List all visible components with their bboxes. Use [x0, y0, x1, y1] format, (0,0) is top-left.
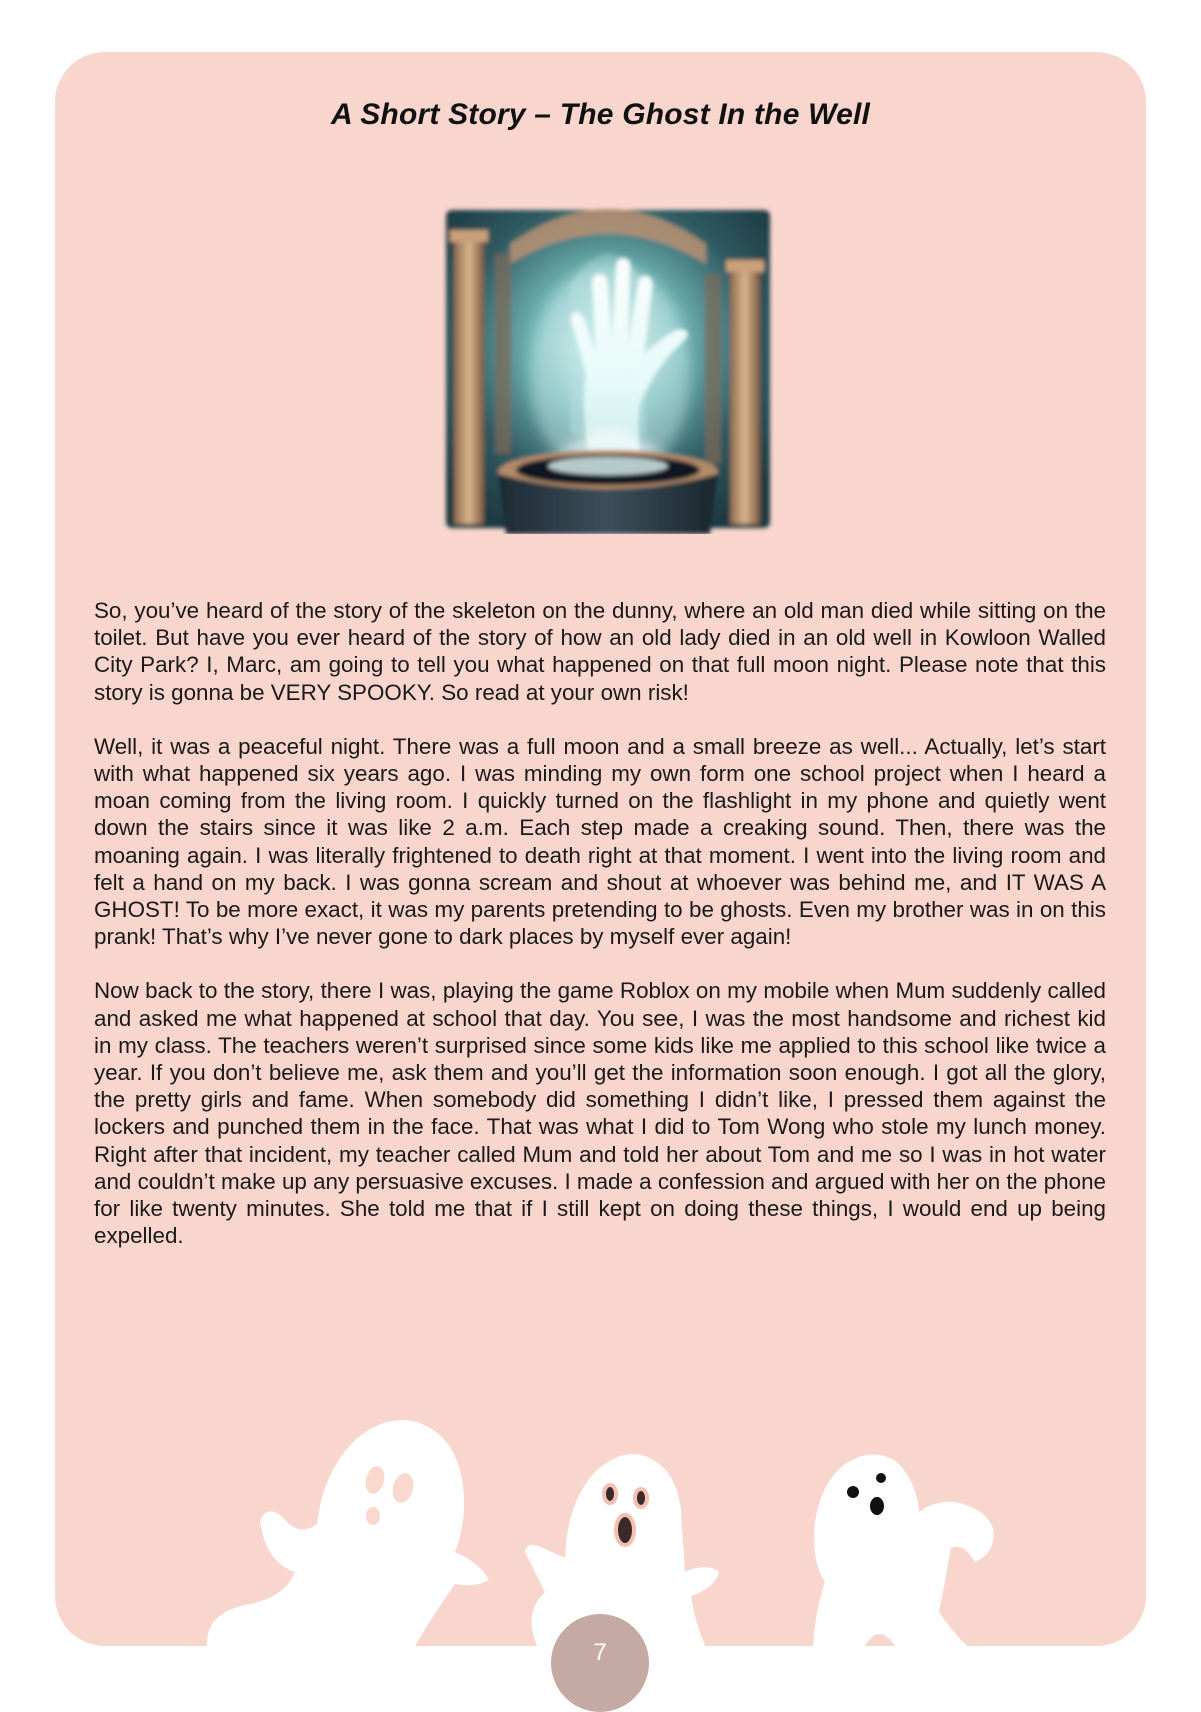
- ghost-decorations: [55, 1412, 1146, 1646]
- ghost-right-icon: [813, 1454, 994, 1646]
- story-body: [94, 597, 1106, 1276]
- ghost-middle-icon: [525, 1454, 719, 1646]
- page-number: 7: [593, 1639, 607, 1666]
- story-paragraph-1: So, you’ve heard of the story of the skeleton on the dunny, where an old man died while sitting on the toilet. But have you ever heard of the story of how an old lady died in an old well in Kowloon Walled City Park? I, Marc, am going to tell you what happened on that full moon night. Please note that this story is gonna be VERY SPOOKY. So read at your own risk!: [94, 598, 1106, 705]
- page-card: [55, 52, 1146, 1646]
- page-number-badge: [551, 1614, 649, 1712]
- story-paragraph-2: Well, it was a peaceful night. There was a full moon and a small breeze as well... Actually, let’s start with what happened six years ago. I was minding my own form one school project when I heard a moan coming from the living room. I quickly turned on the flashlight in my phone and quietly went down the stairs since it was like 2 a.m. Each step made a creaking sound. Then, there was the moaning again. I was literally frightened to death right at that moment. I went into the living room and felt a hand on my back. I was gonna scream and shout at whoever was behind me, and IT WAS A GHOST! To be more exact, it was my parents pretending to be ghosts. Even my brother was in on this prank! That’s why I’ve never gone to dark places by myself ever again!: [94, 733, 1106, 950]
- ghost-left-icon: [207, 1420, 489, 1646]
- story-paragraph-3: Now back to the story, there I was, playing the game Roblox on my mobile when Mum suddenly called and asked me what happened at school that day. You see, I was the most handsome and richest kid in my class. The teachers weren’t surprised since some kids like me applied to this school like twice a year. If you don’t believe me, ask them and you’ll get the information soon enough. I got all the glory, the pretty girls and fame. When somebody did something I didn’t like, I pressed them against the lockers and punched them in the face. That was what I did to Tom Wong who stole my lunch money. Right after that incident, my teacher called Mum and told her about Tom and me so I was in hot water and couldn’t make up any persuasive excuses. I made a confession and argued with her on the phone for like twenty minutes. She told me that if I still kept on doing these things, I would end up being expelled.: [94, 978, 1106, 1249]
- story-title: A Short Story – The Ghost In the Well: [330, 98, 871, 131]
- ghost-hand-well-illustration: [440, 204, 776, 534]
